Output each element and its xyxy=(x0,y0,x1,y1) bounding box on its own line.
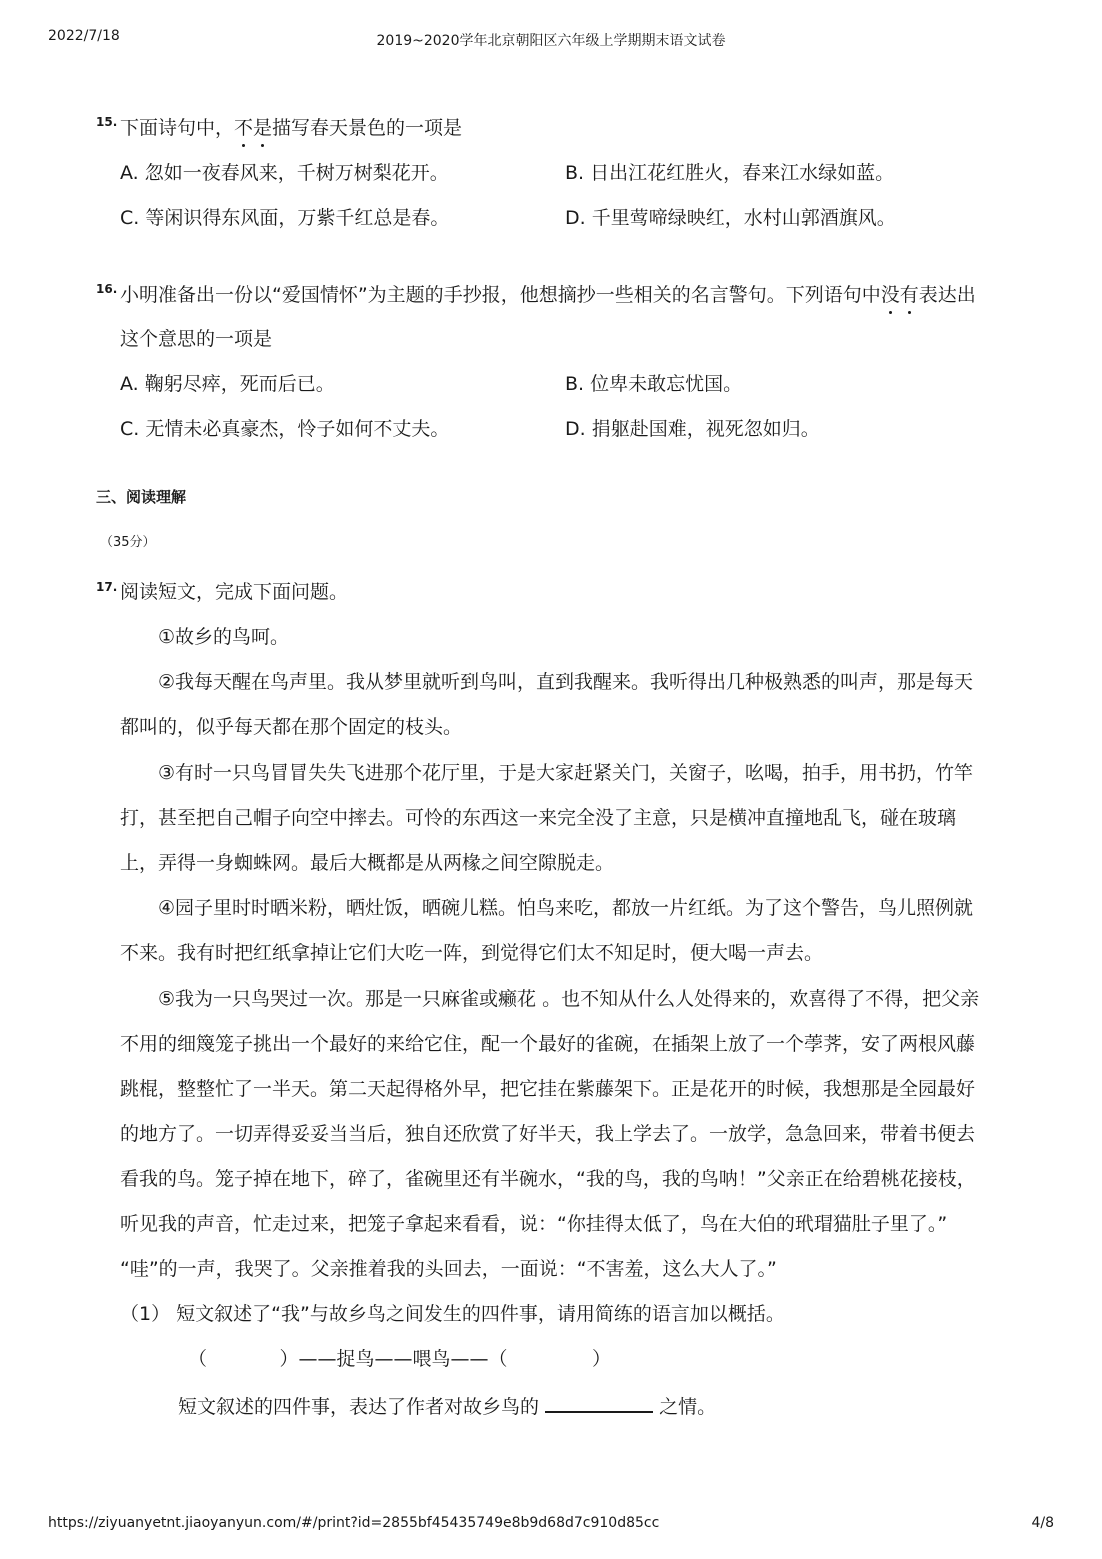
emphasis-char: 不 xyxy=(234,117,254,139)
paragraph-2: ②我每天醒在鸟声里。我从梦里就听到鸟叫，直到我醒来。我听得出几种极熟悉的叫声，那是每天 xyxy=(158,671,974,693)
sub-question-1: （1） 短文叙述了“我”与故乡鸟之间发生的四件事，请用简练的语言加以概括。 xyxy=(120,1303,785,1325)
option-b: B. 日出江花红胜火，春来江水绿如蓝。 xyxy=(565,162,895,184)
question-stem-line-1: 小明准备出一份以“爱国情怀”为主题的手抄报，他想摘抄一些相关的名言警句。下列语句中没有表达出 xyxy=(120,284,976,306)
paragraph-1: ①故乡的鸟呵。 xyxy=(158,626,290,648)
question-number-label: 17. xyxy=(96,580,118,594)
option-d: D. 千里莺啼绿映红，水村山郭酒旗风。 xyxy=(565,207,896,229)
question-number-label: 16. xyxy=(96,282,118,296)
paragraph-5-cont: 听见我的声音，忙走过来，把笼子拿起来看看，说：“你挂得太低了，鸟在大伯的玳瑁猫肚子里了。” xyxy=(120,1213,948,1235)
fill-blank-sentence: 短文叙述的四件事，表达了作者对故乡鸟的 之情。 xyxy=(178,1393,716,1418)
paragraph-2-cont: 都叫的，似乎每天都在那个固定的枝头。 xyxy=(120,716,463,738)
page-number: 4/8 xyxy=(1031,1515,1054,1531)
paragraph-3-cont: 打，甚至把自己帽子向空中摔去。可怜的东西这一来完全没了主意，只是横冲直撞地乱飞，碰在玻璃 xyxy=(120,807,957,829)
paragraph-4: ④园子里时时晒米粉，晒灶饭，晒碗儿糕。怕鸟来吃，都放一片红纸。为了这个警告，鸟儿照例就 xyxy=(158,897,974,919)
paragraph-5-cont: 的地方了。一切弄得妥妥当当后，独自还欣赏了好半天，我上学去了。一放学，急急回来，带着书便去 xyxy=(120,1123,976,1145)
emphasis-char: 有 xyxy=(899,284,919,306)
option-c: C. 无情未必真豪杰，怜子如何不丈夫。 xyxy=(120,418,450,440)
paragraph-5-cont: 不用的细篾笼子挑出一个最好的来给它住，配一个最好的雀碗，在插架上放了一个荸荠，安了两根风藤 xyxy=(120,1033,976,1055)
option-b: B. 位卑未敢忘忧国。 xyxy=(565,373,743,395)
question-instruction: 阅读短文，完成下面问题。 xyxy=(120,581,349,603)
emphasis-char: 是 xyxy=(253,117,273,139)
option-c: C. 等闲识得东风面，万紫千红总是春。 xyxy=(120,207,450,229)
event-chain-answer[interactable]: （ ）——捉鸟——喂鸟——（ ） xyxy=(188,1348,612,1370)
emphasis-char: 没 xyxy=(880,284,900,306)
option-a: A. 忽如一夜春风来，千树万树梨花开。 xyxy=(120,162,449,184)
option-a: A. 鞠躬尽瘁，死而后已。 xyxy=(120,373,335,395)
paragraph-5: ⑤我为一只鸟哭过一次。那是一只麻雀或癞花 。也不知从什么人处得来的，欢喜得了不得，把父亲 xyxy=(158,988,980,1010)
paragraph-3: ③有时一只鸟冒冒失失飞进那个花厅里，于是大家赶紧关门，关窗子，吆喝，拍手，用书扔，竹竿 xyxy=(158,762,974,784)
section-title: 三、阅读理解 xyxy=(96,488,187,506)
section-score: （35分） xyxy=(100,535,156,550)
option-d: D. 捐躯赴国难，视死忽如归。 xyxy=(565,418,820,440)
paragraph-4-cont: 不来。我有时把红纸拿掉让它们大吃一阵，到觉得它们太不知足时，便大喝一声去。 xyxy=(120,942,824,964)
print-url: https://ziyuanyetnt.jiaoyanyun.com/#/print?id=2855bf45435749e8b9d68d7c910d85cc xyxy=(48,1515,660,1531)
paragraph-5-cont: 看我的鸟。笼子掉在地下，碎了，雀碗里还有半碗水，“我的鸟，我的鸟呐！”父亲正在给碧桃花接枝， xyxy=(120,1168,976,1190)
question-number-label: 15. xyxy=(96,115,118,129)
paragraph-5-cont: 跳棍，整整忙了一半天。第二天起得格外早，把它挂在紫藤架下。正是花开的时候，我想那是全园最好 xyxy=(120,1078,976,1100)
print-date: 2022/7/18 xyxy=(48,28,120,44)
question-stem-line-2: 这个意思的一项是 xyxy=(120,328,273,350)
paragraph-5-cont: “哇”的一声，我哭了。父亲推着我的头回去，一面说：“不害羞，这么大人了。” xyxy=(120,1258,777,1280)
print-title: 2019~2020学年北京朝阳区六年级上学期期末语文试卷 xyxy=(376,33,726,49)
answer-blank[interactable] xyxy=(545,1393,653,1413)
question-stem: 下面诗句中，不是描写春天景色的一项是 xyxy=(120,117,463,139)
paragraph-3-cont: 上，弄得一身蜘蛛网。最后大概都是从两椽之间空隙脱走。 xyxy=(120,852,615,874)
